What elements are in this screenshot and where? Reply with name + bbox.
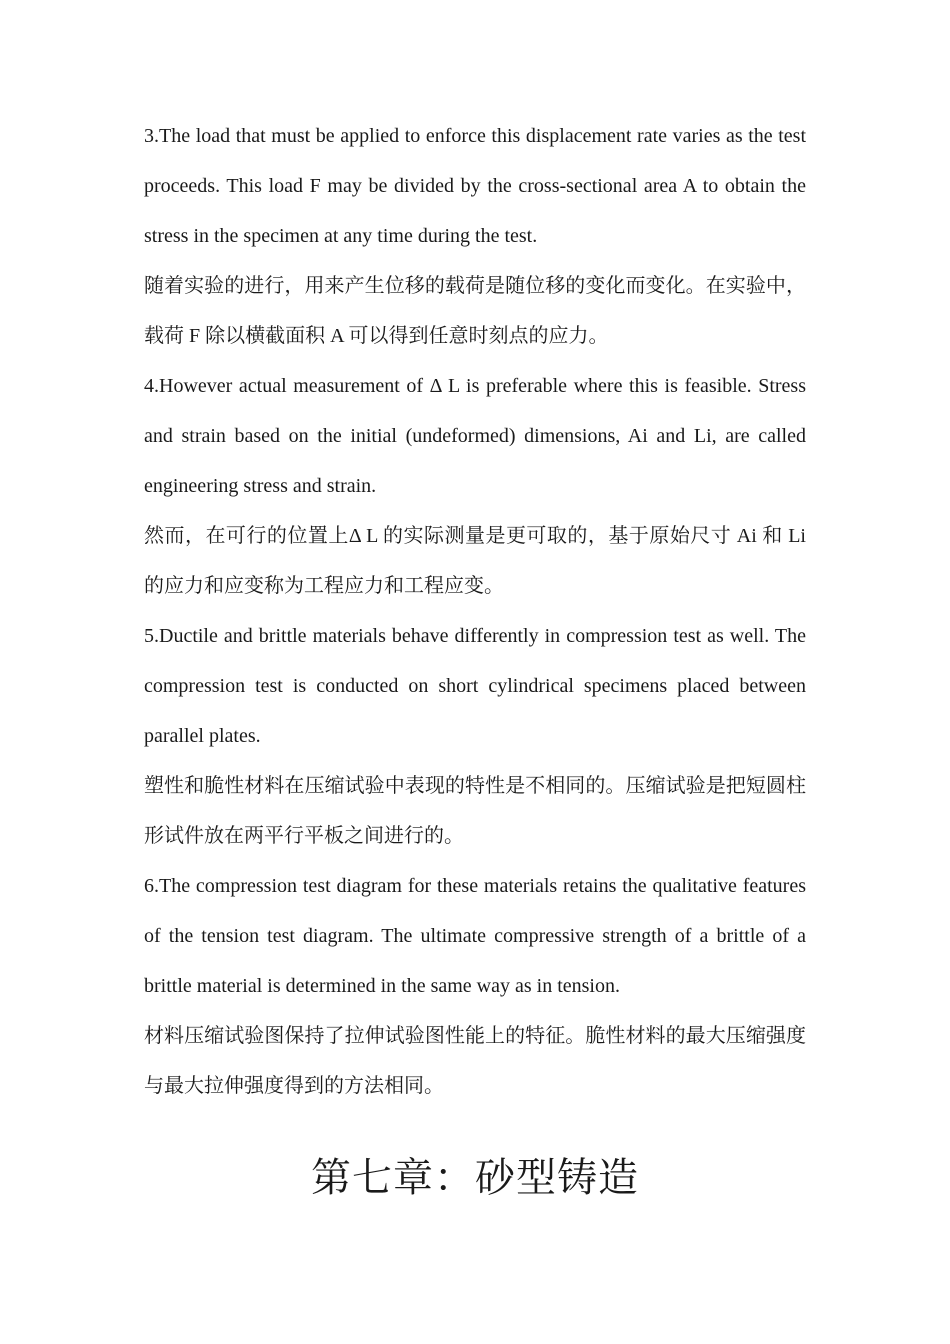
paragraph-4-chinese: 然而，在可行的位置上Δ L 的实际测量是更可取的，基于原始尺寸 Ai 和 Li 的应力和应变称为工程应力和工程应变。 [144, 525, 806, 597]
paragraph-5-english: 5.Ductile and brittle materials behave differently in compression test as well. The compression test is conducted on short cylindrical specimens placed between parallel plates. [144, 625, 806, 747]
paragraph-3-chinese: 随着实验的进行，用来产生位移的载荷是随位移的变化而变化。在实验中，载荷 F 除以横截面积 A 可以得到任意时刻点的应力。 [144, 275, 806, 347]
paragraph-6-english: 6.The compression test diagram for these materials retains the qualitative features of the tension test diagram. The ultimate compressive strength of a brittle of a brittle material is determined in the same way as in tension. [144, 875, 806, 997]
paragraph-5-chinese: 塑性和脆性材料在压缩试验中表现的特性是不相同的。压缩试验是把短圆柱形试件放在两平行平板之间进行的。 [144, 775, 806, 847]
body-text [144, 111, 806, 1111]
paragraph-4-english: 4.However actual measurement of Δ L is preferable where this is feasible. Stress and strain based on the initial (undeformed) dimensions, Ai and Li, are called engineering stress and strain. [144, 375, 806, 497]
chapter-title: 第七章：砂型铸造 [311, 1155, 639, 1200]
paragraph-3-english: 3.The load that must be applied to enforce this displacement rate varies as the test proceeds. This load F may be divided by the cross-sectional area A to obtain the stress in the specimen at any time during the test. [144, 125, 806, 247]
paragraph-6-chinese: 材料压缩试验图保持了拉伸试验图性能上的特征。脆性材料的最大压缩强度与最大拉伸强度得到的方法相同。 [144, 1025, 806, 1097]
